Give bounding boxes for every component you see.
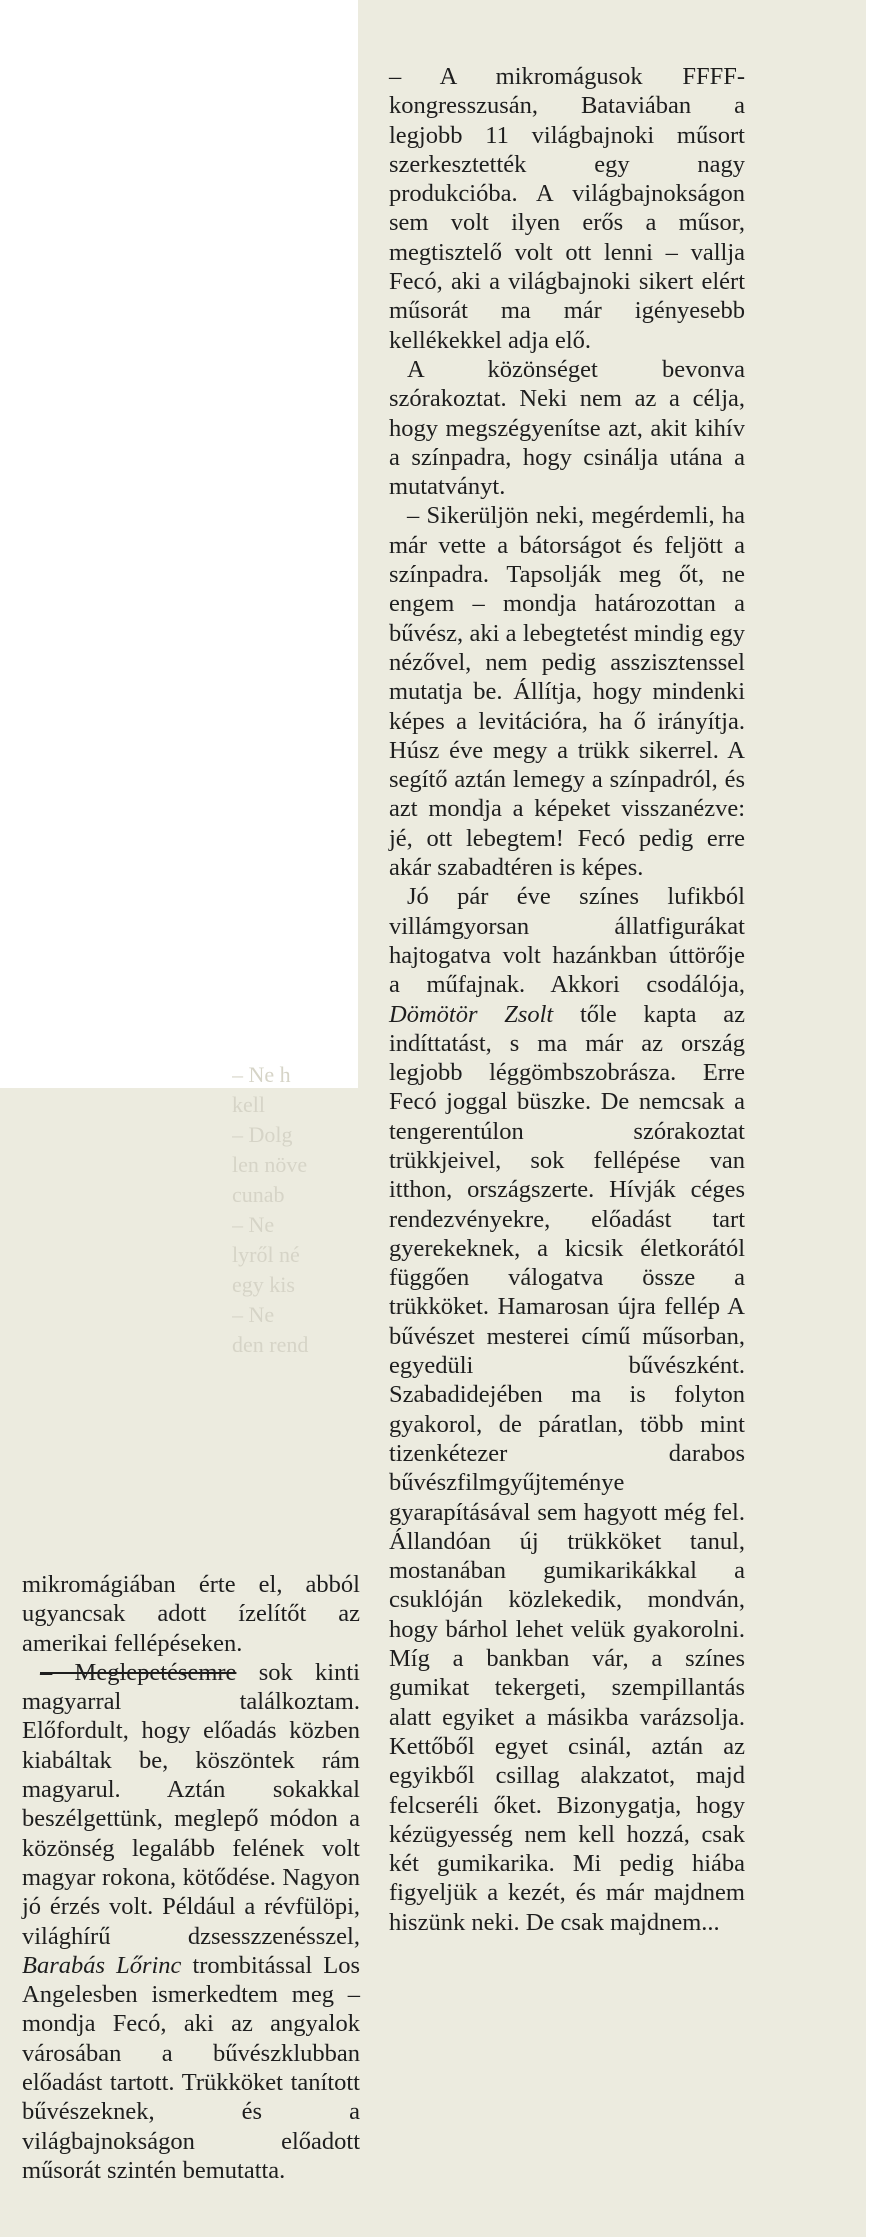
- paragraph-text: Jó pár éve színes lufikból villámgyorsan állatfigurákat hajtogatva volt hazánkban úttörője a műfajnak. Akkori csodálója,: [389, 883, 745, 999]
- bleed-line: kell: [232, 1092, 265, 1117]
- bleed-line: – Ne: [232, 1302, 275, 1327]
- paragraph-text: sok kinti magyarral találkoztam. Előfordult, hogy előadás közben kiabáltak be, köszöntek rám magyarul. Aztán sokakkal beszélgettünk, meglepő módon a közönség legalább felének volt magyar rokona, kötődése. Nagyon jó érzés volt. Például a révfülöpi, világhírű dzsesszzenésszel,: [22, 1658, 360, 1950]
- paragraph: – Sikerüljön neki, megérdemli, ha már vette a bátorságot és feljött a színpadra. Tapsolják meg őt, ne engem – mondja határozottan a bűvész, aki a lebegtetést mindig egy nézővel, nem pedig asszisztenssel mutatja be. Állítja, hogy mindenki képes a levitációra, ha ő irányítja. Húsz éve megy a trükk sikerrel. A segítő aztán lemegy a színpadról, és azt mondja a képeket visszanézve: jé, ott lebegtem! Fecó pedig erre akár szabadtéren is képes.: [389, 502, 745, 882]
- paragraph: – A mikromágusok FFFF-kongresszusán, Bataviában a legjobb 11 világbajnoki műsort szerkesztették egy nagy produkcióba. A világbajnokságon sem volt ilyen erős a műsor, megtisztelő volt ott lenni – vallja Fecó, aki a világbajnoki sikert elért műsorát ma már igényesebb kellékekkel adja elő.: [389, 63, 745, 354]
- person-name: Barabás Lőrinc: [22, 1951, 182, 1979]
- bleed-line: – Ne h: [232, 1062, 291, 1087]
- paragraph: [22, 1658, 360, 2185]
- bleed-line: egy kis: [232, 1272, 295, 1297]
- article-column-left: [22, 1570, 360, 2185]
- person-name: Dömötör Zsolt: [389, 1000, 554, 1028]
- bleed-line: len növe: [232, 1152, 308, 1177]
- bleed-line: cunab: [232, 1182, 285, 1207]
- paragraph-text: tőle kapta az indíttatást, s ma már az ország legjobb léggömbszobrásza. Erre Fecó joggal büszke. De nemcsak a tengerentúlon szórakoztat trükkjeivel, sok fellépése van itthon, országszerte. Hívják céges rendezvényekre, előadást tart gyerekeknek, a kicsik életkorától függően válogatva össze a trükköket. Hamarosan újra fellép A bűvészet mesterei című műsorban, egyedüli bűvészként. Szabadidejében ma is folyton gyakorol, de páratlan, több mint tizenkétezer darabos bűvészfilmgyűjteménye gyarapításával sem hagyott még fel. Állandóan új trükköket tanul, mostanában gumikarikákkal a csuklóján közlekedik, mondván, hogy bárhol lehet velük gyakorolni. Míg a bankban vár, a színes gumikat tekergeti, szempillantás alatt egyiket a másikba varázsolja. Kettőből egyet csinál, aztán az egyikből csillag alakzatot, majd felcseréli őket. Bizonygatja, hogy kézügyesség nem kell hozzá, csak két gumikarika. Mi pedig hiába figyeljük a kezét, és már majdnem hiszünk neki. De csak majdnem...: [389, 1000, 745, 1936]
- bleed-line: – Dolg: [232, 1122, 293, 1147]
- bleed-line: lyről né: [232, 1242, 300, 1267]
- paragraph: A közönséget bevonva szórakoztat. Neki nem az a célja, hogy megszégyenítse azt, akit kihív a színpadra, hogy csinálja utána a mutatványt.: [389, 355, 745, 501]
- article-column-right: [389, 62, 745, 1937]
- bleed-line: – Ne: [232, 1212, 275, 1237]
- paragraph: [389, 882, 745, 1937]
- bleed-through-text: [232, 1060, 358, 1410]
- bleed-line: den rend: [232, 1332, 309, 1357]
- paragraph: mikromágiában érte el, abból ugyancsak adott ízelítőt az amerikai fellépéseken.: [22, 1571, 360, 1657]
- paragraph-text: trombitással Los Angelesben ismerkedtem meg – mondja Fecó, aki az angyalok városában a bűvészklubban előadást tartott. Trükköket tanított bűvészeknek, és a világbajnokságon előadott műsorát szintén bemutatta.: [22, 1951, 360, 2184]
- struck-text: – Meglepetésemre: [40, 1658, 237, 1686]
